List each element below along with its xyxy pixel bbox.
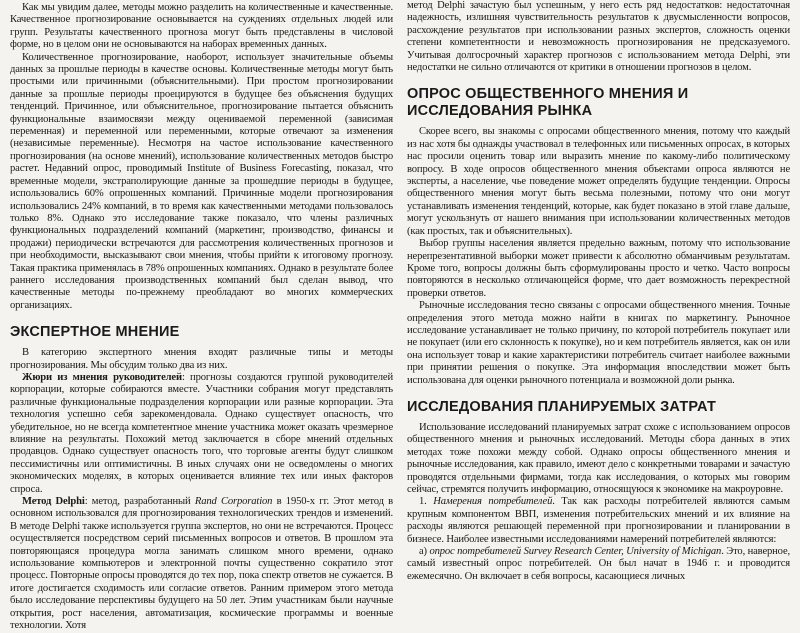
paragraph — [10, 372, 393, 496]
paragraph: Количественное прогнозирование, наоборот, использует значительные объемы данных за прошлые периоды в качестве основы. Количественные методы могут быть простыми или причинными (объяснительными). При простом прогнозировании данные за прошлые периоды проецируются в будущее без объяснения будущих тенденций. Причинное, или объяснительное, прогнозирование пытается объяснить функциональные взаимосвязи между оцениваемой переменной (зависимая переменная) и переменной или переменными, которые отвечают за изменения (независимые переменные). Несмотря на частое использование качественного прогнозирования (на основе мнений), использование количественных методов быстро растет. Недавний опрос, проводимый Institute of Business Forecasting, показал, что временные модели, экстраполирующие данные за прошедшие периоды в будущее, использовались 60% опрошенных компаний. Причинные модели прогнозирования использовались 24% компаний, в то время как качественными методами пользовалось только 8%. Однако это исследование также показало, что члены различных функциональных подразделений компаний (маркетинг, производство, финансы и продажи) периодически встречаются для рассмотрения количественных прогнозов и при необходимости, высказывают свои мнения, чтобы прийти к итоговому прогнозу. Такая практика применялась в 78% опрошенных компаниях. Однако в результате более раннего исследования производственных компаний был сделан вывод, что качественные методы по-прежнему преобладают во многих коммерческих организациях. — [10, 51, 393, 311]
paragraph: Выбор группы населения является предельно важным, потому что использование нерепрезентативной выборки может привести к абсолютно обманчивым результатам. Кроме того, вопросы должны быть сформулированы просто и четко. Часто вопросы повторяются в несколько отличающейся форме, что дает возможность перекрестной проверки ответов. — [407, 238, 790, 299]
right-column — [407, 0, 790, 612]
paragraph: Скорее всего, вы знакомы с опросами общественного мнения, потому что каждый из нас хотя бы однажды участвовал в телефонных или письменных опросах, в которых нас просили оценить товар или выразить мнение по какому-либо политическому вопросу. В ходе опросов общественного мнения объектами опроса являются не эксперты, а население, чье поведение может определять будущие тенденции. Опросы общественного мнения могут быть весьма полезными, потому что они могут устанавливать изменения тенденций, которые, как будет показано в этой главе дальше, могут ускользнуть от нашего внимания при использовании количественных методов (как простых, так и объяснительных). — [407, 126, 790, 237]
term-text: . Это, наверное, самый известный опрос потребителей. Он был начат в 1946 г. и проводится ежемесячно. Он включает в себя вопросы, касающиеся личных — [407, 546, 790, 582]
left-column — [10, 0, 393, 632]
term-label: опрос потребителей Survey Research Center, University of Michigan — [429, 546, 722, 558]
paragraph: Рыночные исследования тесно связаны с опросами общественного мнения. Точные определения этого метода можно найти в книгах по маркетингу. Рыночное исследование устанавливает не только причину, по которой потребитель покупает или не покупает (или его склонность к покупке), но и кем потребитель является, как он или она использует товар и какие характеристики потребитель считает наиболее важными при принятии решения о покупке. Эта информация впоследствии может быть использована для оценки рыночного потенциала и возможной доли рынка. — [407, 300, 790, 386]
term-text: в 1950-х гг. Этот метод в основном использовался для прогнозирования технологических трендов и изменений. В методе Delphi также используется группа экспертов, но они не встречаются. Процесс осуществляется посредством серий письменных вопросов и ответов. В прошлом эта повторяющаяся процедура могла занимать слишком много времени, однако использование компьютеров и электронной почты существенно сократило этот процесс. Повторные опросы проводятся до тех пор, пока спектр ответов не сужается. В итоге достигается сходимость или согласие ответов. Ранним примером этого метода было исследование перспективы будущего на 50 лет. Этим участникам были научные открытия, рост населения, автоматизация, космические программы и военные технологии. Хотя — [10, 496, 393, 632]
list-paragraph — [407, 546, 790, 583]
org-name: Rand Corporation — [194, 496, 273, 508]
paragraph: В категорию экспертного мнения входят различные типы и методы прогнозирования. Мы обсудим только два из них. — [10, 347, 393, 371]
term-label: Жюри из мнения руководителей — [22, 371, 182, 383]
term-text: : метод, разработанный — [84, 496, 195, 508]
paragraph — [10, 496, 393, 632]
list-letter: а) — [419, 546, 430, 558]
section-heading: ЭКСПЕРТНОЕ МНЕНИЕ — [10, 324, 180, 341]
section-heading: ОПРОС ОБЩЕСТВЕННОГО МНЕНИЯ И ИССЛЕДОВАНИЯ РЫНКА — [407, 86, 689, 120]
list-number: 1. — [419, 496, 434, 508]
numbered-paragraph — [407, 496, 790, 546]
paragraph: Использование исследований планируемых затрат схоже с использованием опросов общественного мнения и рыночных исследований. Методы сбора данных в этих методах тоже похожи между собой. Однако опросы общественного мнения и рыночные исследования, как правило, имеют дело с конкретными товарами и зачастую проводятся отдельными фирмами, тогда как исследования, о которых мы говорим сейчас, стремятся получить информацию, относящуюся к экономике на макроуровне. — [407, 421, 790, 495]
term-text: : прогнозы создаются группой руководителей корпорации, которые собираются вместе. Участники собрания могут представлять различные функциональные подразделения корпорации или разные корпорации. Эта технология успешно себя зарекомендовала. Однако существует опасность, что убедительное, но не всегда компетентное мнение участника может оказать чрезмерное влияние на результаты. Похожий метод заключается в сборе мнений отдельных продавцов. Однако существует опасность того, что торговые агенты будут слишком пессимистичны или оптимистичны. В иных случаях они не осведомлены о многих экономических моделях, в которых оценивается влияние тех или иных факторов спроса. — [10, 371, 393, 495]
paragraph: метод Delphi зачастую был успешным, у него есть ряд недостатков: недостаточная надежность, излишняя чувствительность результатов к двусмысленности вопросов, расхождение результатов при использовании разных экспертов, сложность оценки степени компетентности и невозможность прогнозирования не предсказуемого. Учитывая долгосрочный характер прогнозов с использованием метода Delphi, эти недостатки не сильно отличаются от критики в отношении прогнозов в целом. — [407, 0, 790, 74]
term-text: . Так как расходы потребителей являются самым крупным компонентом ВВП, изменения потребительских мнений и их влияние на расходы являются решающей переменной при прогнозировании и планировании в бизнесе. Наиболее известными исследованиями намерений потребителей являются: — [407, 496, 790, 545]
term-label: Намерения потребителей — [433, 496, 553, 508]
section-heading: ИССЛЕДОВАНИЯ ПЛАНИРУЕМЫХ ЗАТРАТ — [407, 398, 717, 415]
term-label: Метод Delphi — [22, 496, 85, 508]
paragraph: Как мы увидим далее, методы можно разделить на количественные и качественные. Качественное прогнозирование основывается на суждениях отдельных людей или групп. Результаты качественного прогноза могут быть представлены в числовой форме, но в целом они не основываются на наборах временных данных. — [10, 2, 393, 51]
